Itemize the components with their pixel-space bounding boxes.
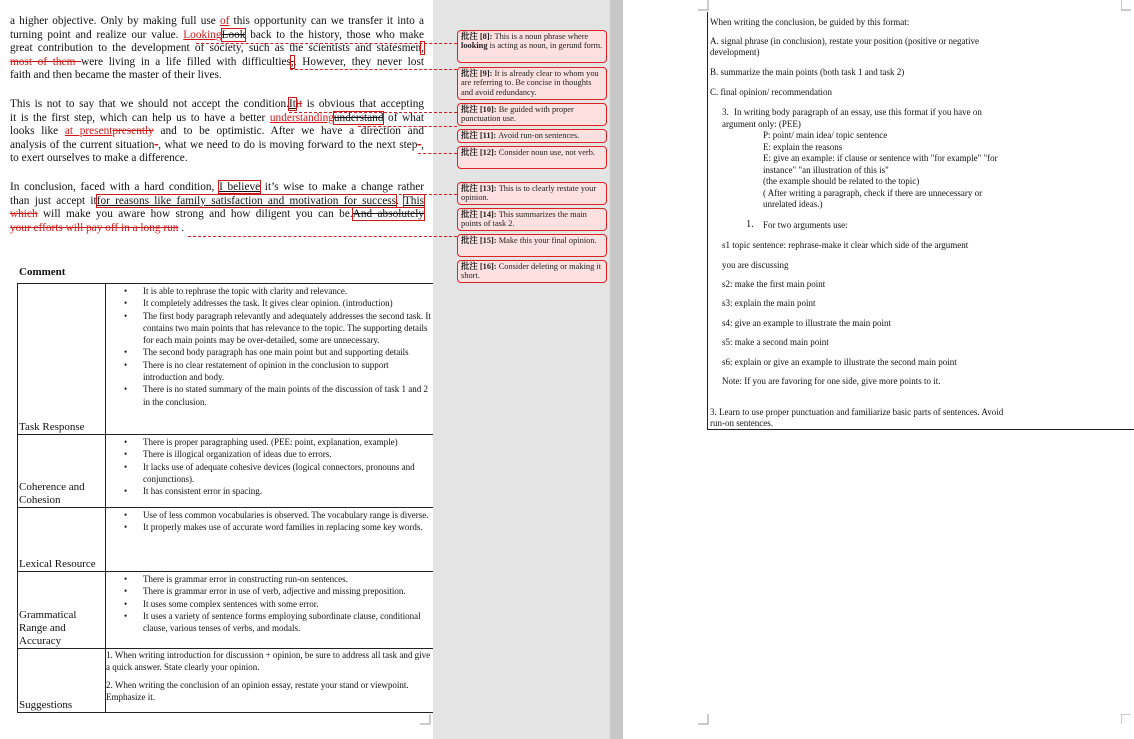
comment-tag: 批注 [13]: — [461, 184, 497, 193]
text-run: faith and then became the master of their lives. — [10, 69, 222, 82]
list-item: • It uses some complex sentences with some error. — [143, 598, 433, 610]
text-run: to exert ourselves to make a difference. — [10, 152, 188, 165]
text-run: . However, they never lost — [293, 55, 424, 68]
inserted-text: at present — [64, 125, 113, 138]
list-item: • It completely addresses the task. It gives clear opinion. (introduction) — [143, 297, 433, 309]
text-run: . — [396, 194, 404, 207]
comment-tag: 批注 [8]: — [461, 32, 493, 41]
comment-bubble-11[interactable] — [457, 129, 607, 143]
rubric-table — [17, 283, 434, 713]
comment-tag: 批注 [16]: — [461, 262, 497, 271]
body-paragraph-instruction: In writing body paragraph of an essay, use this format if you have on — [734, 107, 982, 117]
essay-line — [10, 208, 424, 222]
description-cell — [106, 649, 434, 713]
list-item: • There is no stated summary of the main points of the discussion of task 1 and 2 in the conclusion. — [143, 383, 433, 408]
comment-bubble-15[interactable] — [457, 234, 607, 257]
description-cell — [106, 572, 434, 649]
comment-bubble-12[interactable] — [457, 146, 607, 169]
deleted-text: which — [10, 208, 38, 221]
punctuation-suggestion-cont: run-on sentences. — [710, 418, 773, 428]
inserted-text: understanding — [269, 111, 334, 124]
comment-bubble-9[interactable] — [457, 67, 607, 100]
comment-leader-line — [289, 112, 457, 113]
essay-line — [10, 152, 424, 166]
essay-line — [10, 56, 424, 70]
list-number: 3. — [722, 107, 729, 117]
inserted-text: I believe — [219, 181, 261, 193]
two-arguments-heading: For two arguments use: — [763, 220, 848, 230]
body-paragraph-instruction-cont: argument only: (PEE) — [722, 119, 801, 129]
text-run: turning point and realize our value. — [10, 28, 184, 41]
criterion-cell: Task Response — [18, 284, 106, 435]
inserted-text: of — [219, 15, 230, 27]
comment-heading: Comment — [19, 266, 66, 278]
comment-text: Be guided with proper punctuation use. — [461, 105, 574, 124]
format-intro-line: When writing the conclusion, be guided by this format: — [710, 17, 910, 27]
right-document-page — [623, 0, 1134, 739]
comment-leader-line — [358, 126, 457, 127]
text-run: This is not to say that we should not accept the condition. — [10, 98, 289, 110]
comment-bubble-10[interactable] — [457, 103, 607, 126]
page-corner-mark — [420, 714, 431, 725]
text-run: this opportunity can we transfer it into a — [229, 15, 424, 27]
comment-tag: 批注 [14]: — [461, 210, 497, 219]
pee-example-cont: instance" "an illustration of this is" — [763, 165, 889, 175]
pee-point: P: point/ main idea/ topic sentence — [763, 130, 888, 140]
pee-explain: E: explain the reasons — [763, 142, 843, 152]
left-document-page — [0, 0, 433, 739]
list-number: 1. — [746, 219, 754, 230]
comment-leader-line — [290, 69, 457, 70]
table-row — [18, 284, 434, 435]
essay-line — [10, 98, 424, 112]
criterion-cell: Coherence and Cohesion — [18, 435, 106, 508]
comment-tag: 批注 [15]: — [461, 236, 497, 245]
deleted-text: understand — [333, 111, 384, 124]
comment-text: This summarizes the main points of task 2. — [461, 210, 587, 229]
list-item: • Use of less common vocabularies is observed. The vocabulary range is diverse. — [143, 509, 433, 521]
list-item: • The first body paragraph relevantly and adequately addresses the second task. It contains two main points that has relevance to the topic. The supporting details for each main points may be over-detailed, some are unnecessary. — [143, 310, 433, 347]
format-line-c: C. final opinion/ recommendation — [710, 87, 832, 97]
step-s1-cont: you are discussing — [722, 260, 789, 270]
step-s2: s2: make the first main point — [722, 279, 826, 289]
deleted-text: , — [290, 55, 294, 68]
table-row — [18, 508, 434, 572]
inserted-text: Looking — [183, 28, 222, 41]
table-row — [18, 572, 434, 649]
deleted-text: presently — [112, 125, 154, 138]
pee-example: E: give an example: if clause or sentence with "for example" "for — [763, 153, 998, 163]
step-s6: s6: explain or give an example to illustrate the second main point — [722, 357, 957, 367]
step-s3: s3: explain the main point — [722, 298, 816, 308]
pee-check-note-cont: unrelated ideas.) — [763, 199, 823, 209]
essay-paragraph-3 — [10, 181, 424, 235]
text-run: In conclusion, faced with a hard condition, — [10, 181, 220, 193]
essay-line — [10, 139, 424, 153]
criterion-cell: Suggestions — [18, 649, 106, 713]
page-corner-mark — [698, 714, 709, 725]
deleted-text: your efforts will pay off in a long run — [10, 221, 179, 234]
comment-text: This is to clearly restate your opinion. — [461, 184, 597, 203]
comment-tag: 批注 [11]: — [461, 131, 497, 140]
text-run: great contribution to the development of society, such as the scientists and statesmen — [10, 42, 422, 55]
comment-text: Avoid run-on sentences. — [496, 131, 580, 140]
comment-tag: 批注 [12]: — [461, 148, 497, 157]
comment-bold-word: looking — [461, 41, 488, 51]
comment-bubble-16[interactable] — [457, 260, 607, 283]
pee-example-note: (the example should be related to the topic) — [763, 176, 920, 186]
essay-line — [10, 15, 424, 29]
deleted-text: it — [295, 98, 303, 110]
page-gutter — [610, 0, 623, 739]
deleted-text: - — [154, 138, 159, 151]
essay-line — [10, 69, 424, 83]
comment-leader-line — [188, 236, 457, 237]
punctuation-suggestion: 3. Learn to use proper punctuation and familiarize basic parts of sentences. Avoid — [710, 407, 1004, 417]
comment-text: Make this your final opinion. — [496, 236, 597, 245]
list-item: • There is grammar error in use of verb, adjective and missing preposition. — [143, 585, 433, 597]
comment-bubble-13[interactable] — [457, 182, 607, 205]
text-run: will make you aware how strong and how diligent you can be. — [37, 208, 353, 221]
list-item: • The second body paragraph has one main point but and supporting details — [143, 346, 433, 358]
essay-line — [10, 112, 424, 126]
list-item: • It lacks use of adequate cohesive devices (logical connectors, pronouns and conjunctions). — [143, 461, 433, 486]
text-run: it’s wise to make a change rather — [260, 181, 424, 193]
suggestion-item: 2. When writing the conclusion of an opinion essay, restate your stand or viewpoint. Emphasize it. — [106, 680, 409, 702]
text-run: a higher objective. Only by making full use — [10, 15, 220, 27]
comment-tag: 批注 [9]: — [461, 69, 493, 78]
text-run: is obvious that accepting — [302, 98, 424, 110]
inserted-text: This — [403, 194, 424, 207]
text-run: back to the history, those who make — [245, 28, 424, 41]
essay-line — [10, 29, 424, 43]
table-row — [18, 435, 434, 508]
inserted-text: for reasons like family satisfaction and motivation for success — [96, 194, 397, 207]
comment-bubble-8[interactable] — [457, 30, 607, 63]
comment-leader-line — [418, 153, 457, 154]
deleted-text: And absolutely — [352, 208, 424, 221]
comment-text: Consider deleting or making it short. — [461, 262, 602, 281]
favoring-note: Note: If you are favoring for one side, give more points to it. — [722, 376, 941, 386]
list-item: • There is illogical organization of ideas due to errors. — [143, 448, 433, 460]
comment-text: is acting as noun, in gerund form. — [487, 41, 603, 51]
essay-paragraph-1 — [10, 15, 424, 83]
deleted-text: - — [417, 138, 422, 151]
step-s1: s1 topic sentence: rephrase-make it clear which side of the argument — [722, 240, 969, 250]
comment-text: It is already clear to whom you are referring to. Be concise in thoughts and avoid redundancy. — [461, 69, 599, 97]
text-run: were living in a life filled with difficulties — [81, 55, 291, 68]
text-run: it is the first step, which can help us to have a better — [10, 111, 270, 124]
table-row — [18, 649, 434, 713]
text-run: of what — [383, 111, 424, 124]
marked-text: , — [421, 42, 424, 55]
step-s4: s4: give an example to illustrate the main point — [722, 318, 891, 328]
comment-text: Consider noun use, not verb. — [496, 148, 595, 157]
format-line-a-cont: development) — [710, 47, 760, 57]
list-item: • There is proper paragraphing used. (PEE: point, explanation, example) — [143, 436, 433, 448]
text-run: . — [178, 221, 185, 234]
text-run: analysis of the current situation — [10, 138, 155, 151]
page-corner-mark — [1121, 714, 1132, 725]
deleted-text: most of them — [10, 55, 82, 68]
page-corner-mark — [698, 0, 709, 11]
format-line-b: B. summarize the main points (both task 1 and task 2) — [710, 67, 905, 77]
essay-line — [10, 222, 424, 236]
description-cell — [106, 508, 434, 572]
pee-check-note: ( After writing a paragraph, check if there are unnecessary or — [763, 188, 983, 198]
comment-leader-line — [258, 194, 457, 195]
comment-bubble-14[interactable] — [457, 208, 607, 231]
essay-paragraph-2 — [10, 98, 424, 166]
list-item: • It has consistent error in spacing. — [143, 485, 433, 497]
comment-text: This is a noun phrase where — [492, 32, 589, 41]
text-run: than just accept it — [10, 194, 97, 207]
suggestion-item: 1. When writing introduction for discussion + opinion, be sure to address all task and give a quick answer. State clearly your opinion. — [106, 650, 431, 672]
essay-line — [10, 42, 424, 56]
comment-tag: 批注 [10]: — [461, 105, 497, 114]
step-s5: s5: make a second main point — [722, 337, 829, 347]
description-cell — [106, 284, 434, 435]
criterion-cell: Grammatical Range and Accuracy — [18, 572, 106, 649]
text-run: looks like — [10, 125, 65, 138]
essay-line — [10, 181, 424, 195]
comment-leader-line — [196, 43, 457, 44]
list-item: • There is grammar error in constructing run-on sentences. — [143, 573, 433, 585]
criterion-cell: Lexical Resource — [18, 508, 106, 572]
essay-line — [10, 125, 424, 139]
text-run: and to be optimistic. After we have a direction and — [153, 125, 424, 138]
list-item: • It is able to rephrase the topic with clarity and relevance. — [143, 285, 433, 297]
deleted-text: Look — [221, 28, 246, 41]
description-cell — [106, 435, 434, 508]
list-item: • There is no clear restatement of opinion in the conclusion to support introduction and body. — [143, 359, 433, 384]
list-item: • It uses a variety of sentence forms employing subordinate clause, conditional clause, various tenses of verbs, and modals. — [143, 610, 433, 635]
format-line-a: A. signal phrase (in conclusion), restate your position (positive or negative — [710, 36, 979, 46]
essay-line — [10, 195, 424, 209]
suggestion-table-cell — [707, 12, 1134, 430]
text-run: , what we need to do is moving forward to the next step — [158, 138, 418, 151]
list-item: • It properly makes use of accurate word families in replacing some key words. — [143, 521, 433, 533]
page-corner-mark — [1121, 0, 1132, 11]
inserted-text: It — [289, 98, 296, 110]
text-run: , — [421, 138, 424, 151]
